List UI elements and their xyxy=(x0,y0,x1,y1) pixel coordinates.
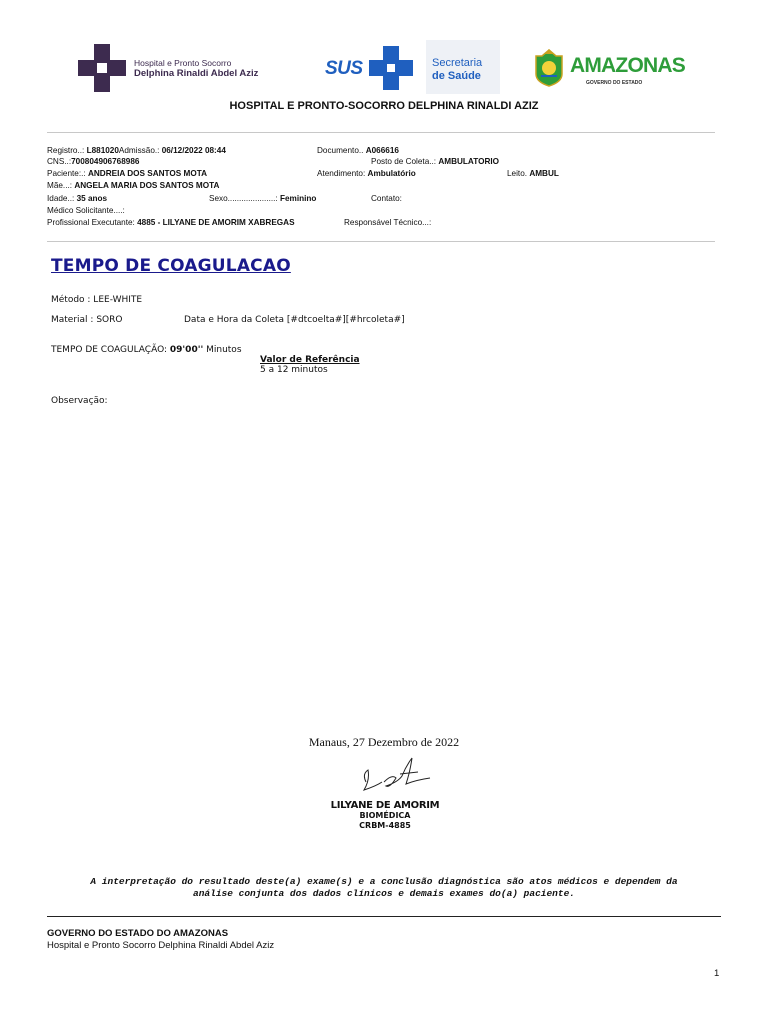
sus-logo xyxy=(325,46,415,90)
atendimento-value: Ambulatório xyxy=(367,169,416,178)
disclaimer xyxy=(40,876,728,900)
admissao-label: Admissão.: xyxy=(118,146,160,155)
documento-value: A066616 xyxy=(365,146,399,155)
signature xyxy=(356,752,436,802)
stamp-role: BIOMÉDICA xyxy=(359,811,411,820)
mae-line xyxy=(47,181,219,191)
leito-line xyxy=(507,169,559,179)
report-date: Manaus, 27 Dezembro de 2022 xyxy=(308,735,460,749)
amazonas-logo-text: AMAZONAS xyxy=(570,54,685,77)
amazonas-logo xyxy=(532,48,685,92)
observation-label: Observação: xyxy=(51,396,108,406)
posto-value: AMBULATORIO xyxy=(438,157,500,166)
sus-logo-text: SUS xyxy=(325,58,363,79)
page-number: 1 xyxy=(714,968,720,979)
cns-label: CNS..: xyxy=(47,157,72,166)
exam-material: Material : SORO xyxy=(51,315,123,325)
registro-value: L881020 xyxy=(86,146,119,155)
divider xyxy=(47,241,715,242)
profissional-value: 4885 - LILYANE DE AMORIM XABREGAS xyxy=(137,218,295,227)
sexo-value: Feminino xyxy=(280,194,317,203)
result-unit: Minutos xyxy=(206,345,242,355)
documento-label: Documento.. xyxy=(317,146,364,155)
cns-line xyxy=(47,157,139,167)
footer-divider xyxy=(47,916,721,917)
page-title: HOSPITAL E PRONTO-SOCORRO DELPHINA RINALDI AZIZ xyxy=(229,100,539,112)
exam-title: TEMPO DE COAGULACAO xyxy=(51,256,291,276)
professional-stamp xyxy=(310,800,460,831)
mae-label: Mãe...: xyxy=(47,181,73,190)
mae-value: ANGELA MARIA DOS SANTOS MOTA xyxy=(74,181,220,190)
result-value: 09'00'' xyxy=(169,345,204,355)
registro-label: Registro..: xyxy=(47,146,85,155)
secretaria-line2: de Saúde xyxy=(432,70,481,82)
reference-title: Valor de Referência xyxy=(260,355,360,365)
hospital-cross-icon xyxy=(78,44,126,92)
footer-government: GOVERNO DO ESTADO DO AMAZONAS xyxy=(47,928,229,939)
atendimento-line xyxy=(317,169,416,179)
idade-line xyxy=(47,194,107,204)
idade-label: Idade..: xyxy=(47,194,75,203)
posto-line xyxy=(371,157,499,167)
hospital-logo-line1: Hospital e Pronto Socorro xyxy=(134,58,232,68)
divider xyxy=(47,132,715,133)
secretaria-logo xyxy=(426,40,500,94)
sexo-label: Sexo.....................: xyxy=(209,194,278,203)
stamp-crbm: CRBM-4885 xyxy=(359,821,411,830)
stamp-name: LILYANE DE AMORIM xyxy=(330,800,440,811)
registro-line xyxy=(47,146,226,156)
leito-value: AMBUL xyxy=(529,169,559,178)
medico-label: Médico Solicitante....: xyxy=(47,206,125,215)
exam-result xyxy=(51,345,242,355)
paciente-label: Paciente:.: xyxy=(47,169,86,178)
cns-value: 700804906768986 xyxy=(71,157,140,166)
contato-label: Contato: xyxy=(371,194,402,203)
leito-label: Leito. xyxy=(507,169,528,178)
disclaimer-line1: A interpretação do resultado deste(a) exame(s) e a conclusão diagnóstica são atos médicos e dependem da xyxy=(90,876,678,887)
result-label: TEMPO DE COAGULAÇÃO: xyxy=(51,345,168,355)
atendimento-label: Atendimento: xyxy=(317,169,366,178)
paciente-line xyxy=(47,169,207,179)
amazonas-seal-icon xyxy=(532,48,566,88)
reference-value: 5 a 12 minutos xyxy=(260,365,328,375)
documento-line xyxy=(317,146,399,156)
sus-cross-icon xyxy=(369,46,413,90)
hospital-logo xyxy=(78,44,278,94)
sexo-line xyxy=(209,194,316,204)
admissao-value: 06/12/2022 08:44 xyxy=(161,146,226,155)
exam-method: Método : LEE-WHITE xyxy=(51,295,143,305)
secretaria-line1: Secretaria xyxy=(432,57,483,69)
profissional-label: Profissional Executante: xyxy=(47,218,135,227)
disclaimer-line2: análise conjunta dos dados clínicos e demais exames do(a) paciente. xyxy=(193,888,575,899)
posto-label: Posto de Coleta..: xyxy=(371,157,437,166)
responsavel-label: Responsável Técnico...: xyxy=(344,218,432,227)
exam-collection: Data e Hora da Coleta [#dtcoelta#][#hrcoleta#] xyxy=(184,315,405,325)
amazonas-logo-sub: GOVERNO DO ESTADO xyxy=(586,80,643,86)
footer-hospital: Hospital e Pronto Socorro Delphina Rinaldi Abdel Aziz xyxy=(47,940,275,951)
profissional-line xyxy=(47,218,295,228)
paciente-value: ANDREIA DOS SANTOS MOTA xyxy=(87,169,207,178)
hospital-logo-line2: Delphina Rinaldi Abdel Aziz xyxy=(134,68,259,79)
idade-value: 35 anos xyxy=(76,194,108,203)
